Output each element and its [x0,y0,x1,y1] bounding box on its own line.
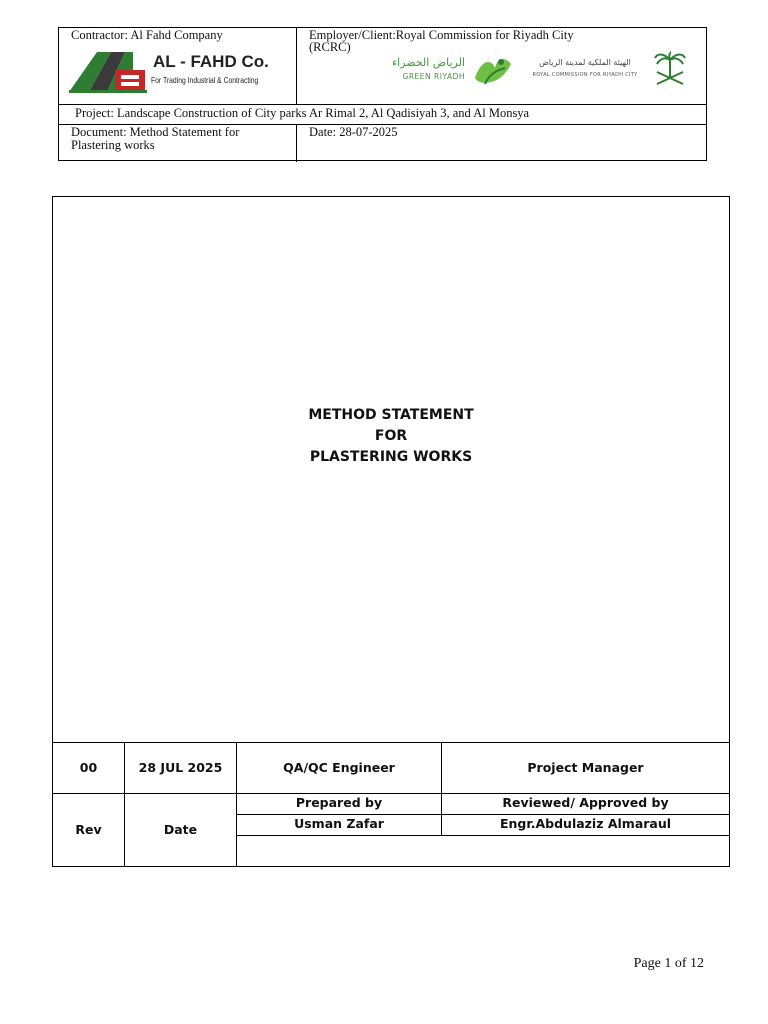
fahd-logo-tagline: For Trading Industrial & Contracting [151,76,259,85]
contractor-label: Contractor: Al Fahd Company [71,28,223,42]
preparer-name: Usman Zafar [294,816,384,831]
header-row-document [59,124,706,162]
page-number: Page 1 of 12 [633,956,704,971]
reviewer-role: Project Manager [527,760,644,775]
rcrc-english: ROYAL COMMISSION FOR RIYADH CITY [532,72,638,78]
green-riyadh-logo [391,54,515,88]
green-riyadh-emblem-icon [471,54,515,88]
cover-box [52,196,730,867]
fahd-logo-name: AL - FAHD Co. [153,52,269,71]
al-fahd-logo [67,46,269,96]
cover-title-line2: FOR [374,428,408,444]
rev-label: Rev [75,822,102,837]
signoff-table [53,742,729,867]
header-row-project [59,104,706,125]
saudi-emblem-logo [653,50,687,88]
cover-title-line3: PLASTERING WORKS [309,449,473,465]
green-riyadh-english: GREEN RIYADH [402,72,465,81]
rev-value: 00 [79,760,98,775]
row-divider [236,814,729,815]
green-riyadh-arabic: الرياض الخضراء [391,56,465,69]
row-divider [236,835,729,836]
project-label: Project: Landscape Construction of City parks Ar Rimal 2, Al Qadisiyah 3, and Al Monsya [75,106,530,120]
document-header-table [58,27,707,161]
reviewer-name: Engr.Abdulaziz Almaraul [499,816,672,831]
date-column-label: Date [163,822,198,837]
document-label-line2: Plastering works [71,138,155,152]
row-divider [53,793,729,794]
reviewed-by-label: Reviewed/ Approved by [502,795,669,810]
preparer-role: QA/QC Engineer [283,760,395,775]
date-label: Date: 28-07-2025 [309,125,398,139]
employer-label-line2: (RCRC) [309,40,351,54]
rcrc-arabic: الهيئة الملكية لمدينة الرياض [539,58,631,67]
column-divider [296,124,297,162]
prepared-by-label: Prepared by [295,795,383,810]
rcrc-logo [529,58,641,84]
employer-label-line1: Employer/Client:Royal Commission for Riyadh City [309,28,574,42]
header-row-parties [59,28,706,105]
date-value: 28 JUL 2025 [138,760,223,775]
column-divider [296,28,297,104]
cover-title-line1: METHOD STATEMENT [308,407,474,423]
document-label-line1: Document: Method Statement for [71,125,240,139]
